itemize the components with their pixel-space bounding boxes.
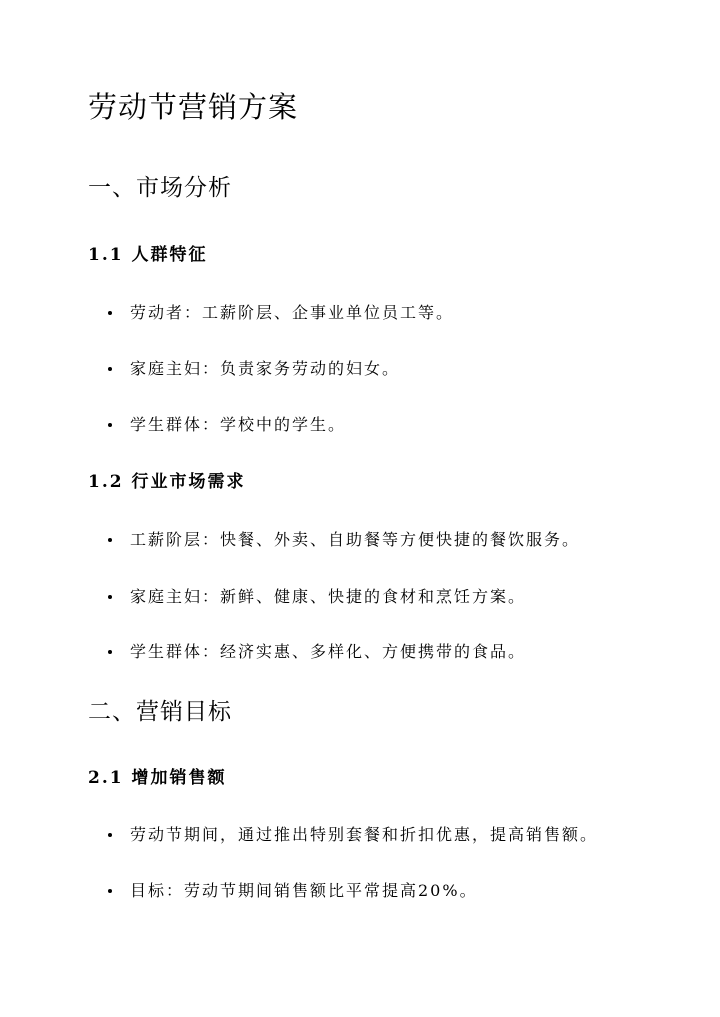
subsection-heading-industry-demand: 1.2 行业市场需求 [88,472,246,492]
bullet-icon [108,367,112,371]
list-item-text: 劳动节期间，通过推出特别套餐和折扣优惠，提高销售额。 [130,825,599,844]
list-item-text: 学生群体：学校中的学生。 [130,415,347,434]
list-item-text: 家庭主妇：负责家务劳动的妇女。 [130,359,401,378]
page-title: 劳动节营销方案 [88,90,299,124]
list-item [130,585,526,609]
list-item [130,640,526,664]
list-item-text: 学生群体：经济实惠、多样化、方便携带的食品。 [130,642,527,661]
list-item-text: 家庭主妇：新鲜、健康、快捷的食材和烹饪方案。 [130,587,527,606]
list-item [130,357,400,381]
list-item [130,301,454,325]
bullet-icon [108,423,112,427]
section-heading-marketing-goals: 二、营销目标 [88,699,232,725]
list-item-text: 劳动者：工薪阶层、企事业单位员工等。 [130,303,455,322]
bullet-icon [108,311,112,315]
list-item-text: 目标：劳动节期间销售额比平常提高20%。 [130,881,478,900]
bullet-icon [108,889,112,893]
bullet-icon [108,538,112,542]
subsection-heading-increase-sales: 2.1 增加销售额 [88,768,227,788]
list-item [130,528,580,552]
list-item [130,879,478,903]
bullet-icon [108,650,112,654]
bullet-icon [108,833,112,837]
list-item-text: 工薪阶层：快餐、外卖、自助餐等方便快捷的餐饮服务。 [130,530,581,549]
section-heading-market-analysis: 一、市场分析 [88,175,232,201]
bullet-icon [108,595,112,599]
subsection-heading-crowd-features: 1.1 人群特征 [88,245,208,265]
list-item [130,413,346,437]
list-item [130,823,598,847]
